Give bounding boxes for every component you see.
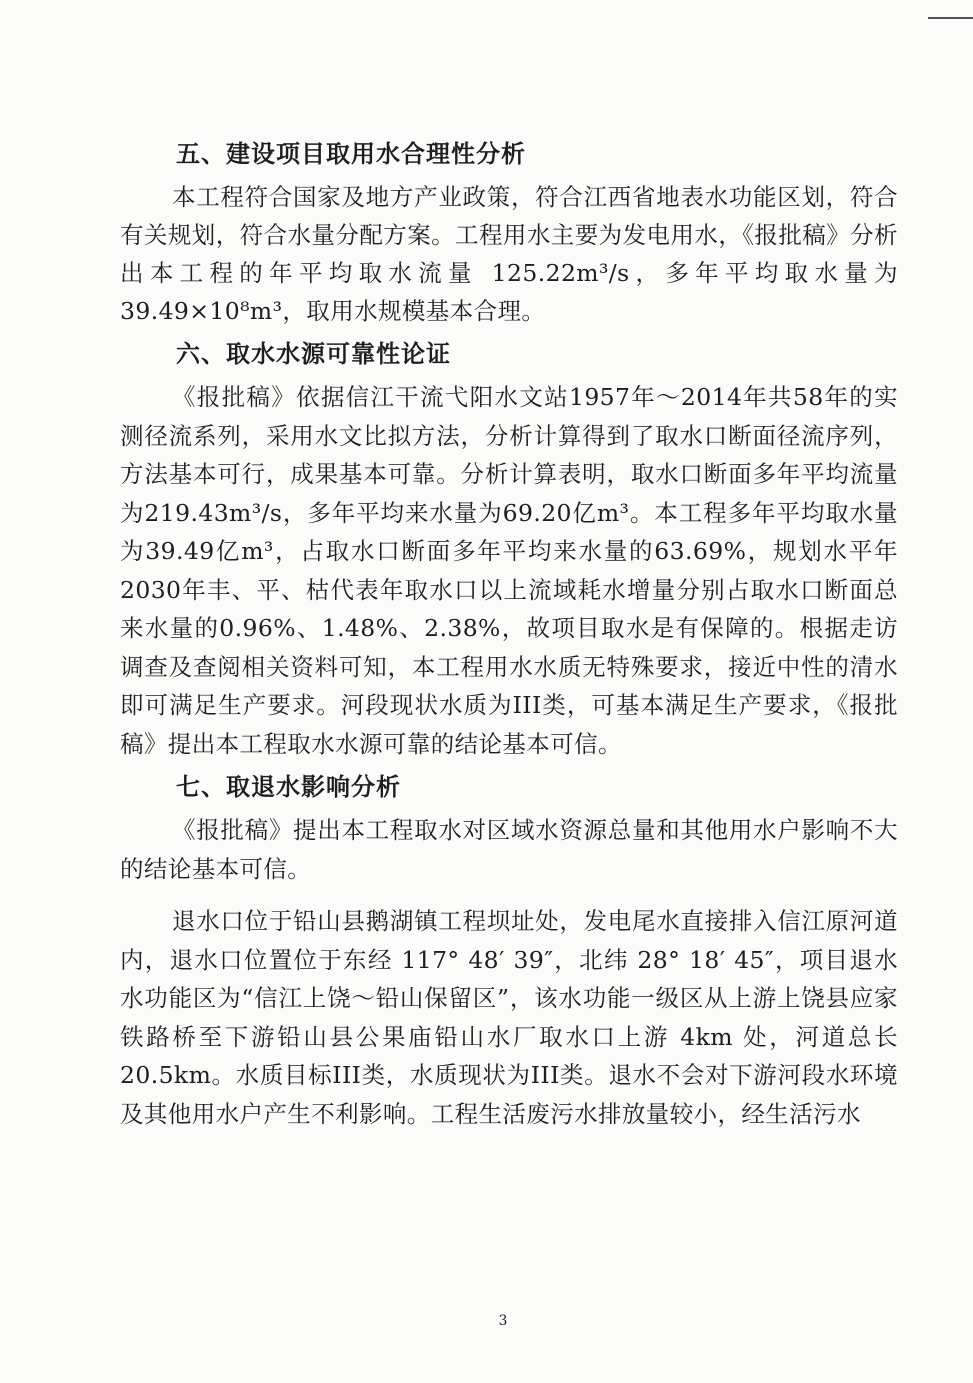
section-heading: 五、建设项目取用水合理性分析 (176, 139, 526, 168)
section-heading: 六、取水水源可靠性论证 (176, 339, 451, 368)
section-heading: 七、取退水影响分析 (176, 772, 401, 801)
document-body (120, 130, 898, 1133)
section-paragraph: 《报批稿》提出本工程取水对区域水资源总量和其他用水户影响不大的结论基本可信。 (120, 816, 898, 883)
section-paragraph: 《报批稿》依据信江干流弋阳水文站1957年～2014年共58年的实测径流系列，采用水文比拟方法，分析计算得到了取水口断面径流序列，方法基本可行，成果基本可靠。分析计算表明，取水口断面多年平均流量为219.43m³/s，多年平均来水量为69.20亿m³。本工程多年平均取水量为39.49亿m³，占取水口断面多年平均来水量的63.69%，规划水平年2030年丰、平、枯代表年取水口以上流域耗水增量分别占取水口断面总来水量的0.96%、1.48%、2.38%，故项目取水是有保障的。根据走访调查及查阅相关资料可知，本工程用水水质无特殊要求，接近中性的清水即可满足生产要求。河段现状水质为III类，可基本满足生产要求，《报批稿》提出本工程取水水源可靠的结论基本可信。 (120, 383, 898, 758)
section-6 (120, 330, 898, 763)
section-paragraph: 本工程符合国家及地方产业政策，符合江西省地表水功能区划，符合有关规划，符合水量分配方案。工程用水主要为发电用水，《报批稿》分析出本工程的年平均取水流量 125.22m³/s，多年平均取水量为 39.49×10⁸m³，取用水规模基本合理。 (120, 183, 898, 325)
scan-edge-mark (928, 17, 973, 19)
page-number: 3 (498, 1313, 508, 1329)
section-7 (120, 763, 898, 1133)
section-paragraph: 退水口位于铅山县鹅湖镇工程坝址处，发电尾水直接排入信江原河道内，退水口位置位于东经 117° 48′ 39″，北纬 28° 18′ 45″，项目退水水功能区为“信江上饶～铅山保留区”，该水功能一级区从上游上饶县应家铁路桥至下游铅山县公果庙铅山水厂取水口上游 4km 处，河道总长20.5km。水质目标III类，水质现状为III类。退水不会对下游河段水环境及其他用水户产生不利影响。工程生活废污水排放量较小，经生活污水 (120, 907, 898, 1128)
section-5 (120, 130, 898, 330)
